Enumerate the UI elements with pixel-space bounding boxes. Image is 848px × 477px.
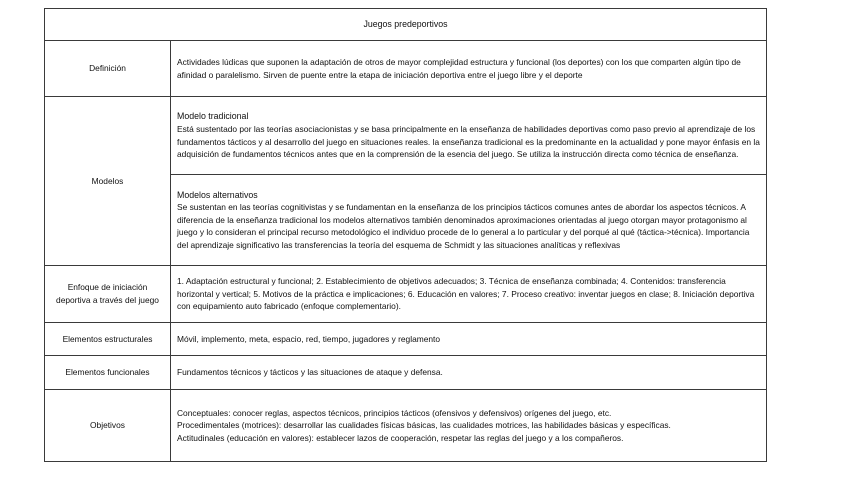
row-content-estructurales: Móvil, implemento, meta, espacio, red, tiempo, jugadores y reglamento xyxy=(171,323,767,356)
row-label-definicion: Definición xyxy=(45,41,171,97)
table-title: Juegos predeportivos xyxy=(45,9,767,41)
table-row-definicion xyxy=(45,41,767,97)
row-content-enfoque: 1. Adaptación estructural y funcional; 2. Establecimiento de objetivos adecuados; 3. Técnica de enseñanza combinada; 4. Contenidos: transferencia horizontal y vertical; 5. Motivos de la práctica e implicaciones; 6. Educación en valores; 7. Proceso creativo: inventar juegos en clase; 8. Iniciación deportiva con equipamiento auto fabricado (enfoque complementario). xyxy=(171,266,767,323)
row-content-funcionales: Fundamentos técnicos y tácticos y las situaciones de ataque y defensa. xyxy=(171,356,767,390)
table-row-enfoque xyxy=(45,266,767,323)
row-content-objetivos xyxy=(171,390,767,462)
table-title-row xyxy=(45,9,767,41)
document-sheet xyxy=(44,8,766,462)
objetivo-procedimentales: Procedimentales (motrices): desarrollar las cualidades físicas básicas, las cualidades motrices, las habilidades básicas y específicas. xyxy=(177,420,671,431)
table-row-elementos-estructurales xyxy=(45,323,767,356)
model-alternativos-title: Modelos alternativos xyxy=(177,189,258,200)
objetivo-actitudinales: Actitudinales (educación en valores): establecer lazos de cooperación, respetar las reglas del juego y a los compañeros. xyxy=(177,432,624,443)
model-alternativos-text: Se sustentan en las teorías cognitivistas y se fundamentan en la enseñanza de los principios tácticos comunes antes de abordar los aspectos técnicos. A diferencia de la enseñanza tradicional los modelos alternativos también denominados aproximaciones orientadas al juego otorgan mayor protagonismo al juego y lo consideran el principal recurso metodológico el individuo procede de lo general a lo particular y del porqué al qué (táctica->técnica). Importancia del aprendizaje significativo las transferencias la teoría del esquema de Schmidt y las situaciones analíticas y reflexivas xyxy=(177,202,750,250)
juegos-predeportivos-table xyxy=(44,8,767,462)
model-tradicional-text: Está sustentado por las teorías asociacionistas y se basa principalmente en la enseñanza de habilidades deportivas como paso previo al aprendizaje de los fundamentos tácticos y al desarrollo del juego en situaciones reales. la enseñanza tradicional es la predominante en la actualidad y pone mayor énfasis en la adquisición de fundamentos técnicos antes que en la comprensión de la esencia del juego. Se utiliza la instrucción directa como técnica de enseñanza. xyxy=(177,123,760,160)
row-label-funcionales: Elementos funcionales xyxy=(45,356,171,390)
row-label-objetivos: Objetivos xyxy=(45,390,171,462)
table-row-objetivos xyxy=(45,390,767,462)
model-tradicional-cell xyxy=(171,97,767,175)
objetivo-conceptuales: Conceptuales: conocer reglas, aspectos técnicos, principios tácticos (ofensivos y defensivos) orígenes del juego, etc. xyxy=(177,407,612,418)
table-row-elementos-funcionales xyxy=(45,356,767,390)
table-row-modelos xyxy=(45,97,767,175)
row-label-modelos: Modelos xyxy=(45,97,171,266)
model-tradicional-title: Modelo tradicional xyxy=(177,111,249,122)
model-alternativos-cell xyxy=(171,175,767,266)
row-label-enfoque: Enfoque de iniciación deportiva a través del juego xyxy=(45,266,171,323)
row-label-estructurales: Elementos estructurales xyxy=(45,323,171,356)
row-content-definicion: Actividades lúdicas que suponen la adaptación de otros de mayor complejidad estructura y funcional (los deportes) con los que comparten algún tipo de afinidad o paralelismo. Sirven de puente entre la etapa de iniciación deportiva entre el juego libre y el deporte xyxy=(171,41,767,97)
